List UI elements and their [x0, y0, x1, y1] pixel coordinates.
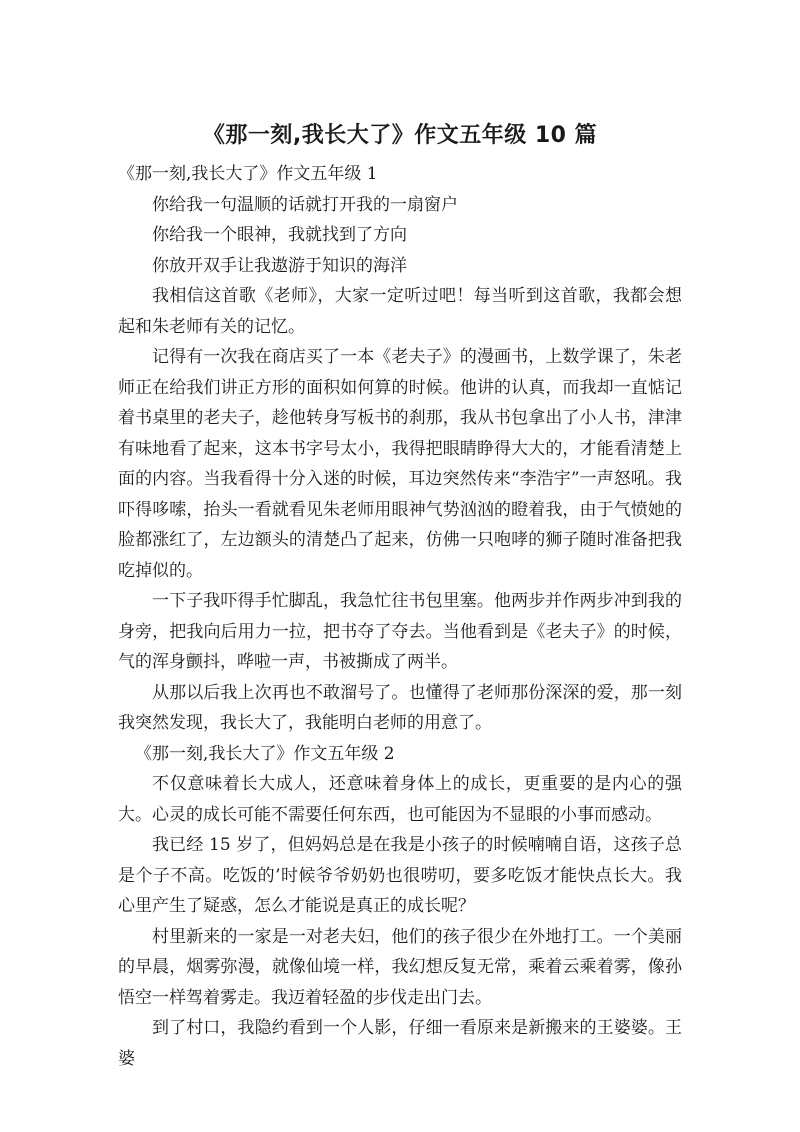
paragraph: 村里新来的一家是一对老夫妇，他们的孩子很少在外地打工。一个美丽的早晨，烟雾弥漫，就像仙境一样，我幻想反复无常，乘着云乘着雾，像孙悟空一样驾着雾走。我迈着轻盈的步伐走出门去。	[118, 926, 682, 1008]
paragraph: 你给我一句温顺的话就打开我的一扇窗户	[152, 194, 458, 215]
paragraph: 我已经 15 岁了，但妈妈总是在我是小孩子的时候喃喃自语，这孩子总是个子不高。吃饭的’时候爷爷奶奶也很唠叨，要多吃饭才能快点长大。我心里产生了疑惑，怎么才能说是真正的成长呢？	[118, 835, 682, 916]
document-body	[118, 159, 682, 1074]
paragraph: 不仅意味着长大成人，还意味着身体上的成长，更重要的是内心的强大。心灵的成长可能不需要任何东西，也可能因为不显眼的小事而感动。	[118, 774, 682, 825]
section-heading-1: 《那一刻,我长大了》作文五年级 1	[118, 164, 378, 184]
paragraph: 你给我一个眼神，我就找到了方向	[152, 225, 407, 245]
paragraph: 到了村口，我隐约看到一个人影，仔细一看原来是新搬来的王婆婆。王婆	[118, 1018, 682, 1069]
paragraph: 你放开双手让我遨游于知识的海洋	[152, 255, 407, 276]
paragraph: 从那以后我上次再也不敢溜号了。也懂得了老师那份深深的爱，那一刻我突然发现，我长大了，我能明白老师的用意了。	[118, 682, 682, 733]
paragraph: 一下子我吓得手忙脚乱，我急忙往书包里塞。他两步并作两步冲到我的身旁，把我向后用力一拉，把书夺了夺去。当他看到是《老夫子》的时候，气的浑身颤抖，哗啦一声，书被撕成了两半。	[118, 591, 682, 672]
paragraph: 记得有一次我在商店买了一本《老夫子》的漫画书，上数学课了，朱老师正在给我们讲正方形的面积如何算的时候。他讲的认真，而我却一直惦记着书桌里的老夫子，趁他转身写板书的刹那，我从书包拿出了小人书，津津有味地看了起来，这本书字号太小，我得把眼睛睁得大大的，才能看清楚上面的内容。当我看得十分入迷的时候，耳边突然传来“李浩宇”一声怒吼。我吓得哆嗦，抬头一看就看见朱老师用眼神气势汹汹的瞪着我，由于气愤她的脸都涨红了，左边额头的清楚凸了起来，仿佛一只咆哮的狮子随时准备把我吃掉似的。	[118, 347, 682, 581]
paragraph: 我相信这首歌《老师》，大家一定听过吧！每当听到这首歌，我都会想起和朱老师有关的记忆。	[118, 286, 682, 337]
section-heading-2: 《那一刻,我长大了》作文五年级 2	[135, 743, 395, 764]
document-title: 《那一刻,我长大了》作文五年级 10 篇	[202, 123, 598, 148]
